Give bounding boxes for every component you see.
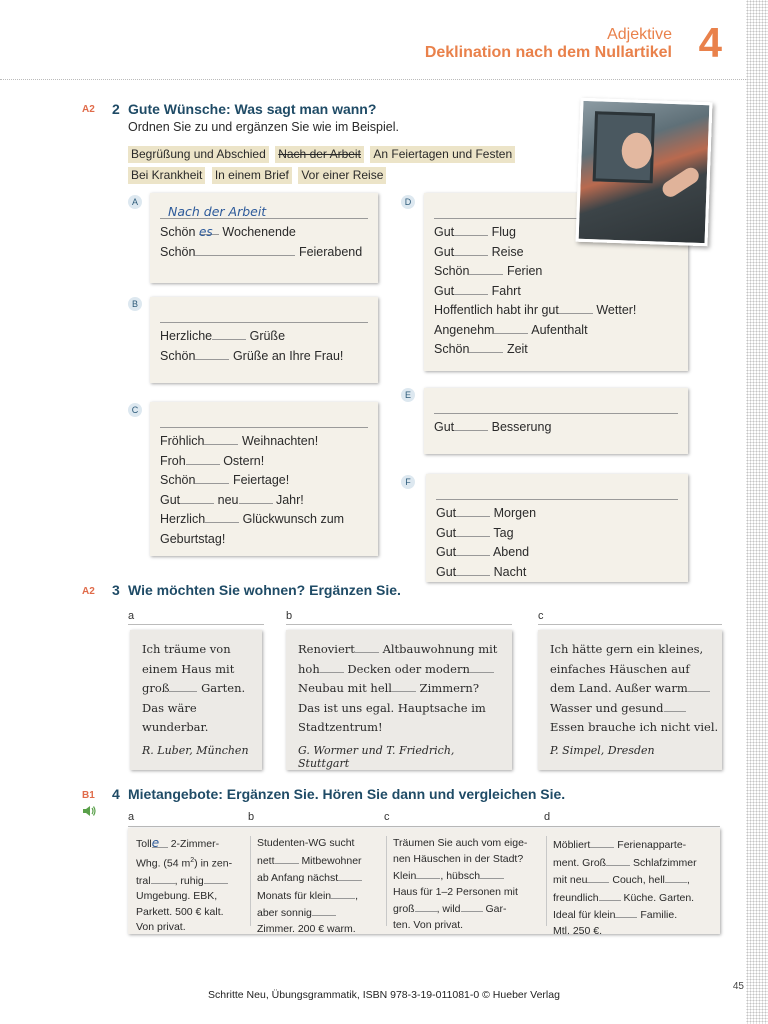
wish-text: Schön: [434, 264, 470, 278]
fill-gap[interactable]: [312, 904, 336, 916]
wish-text: Gut: [434, 225, 455, 239]
fill-gap[interactable]: [688, 680, 710, 692]
fill-gap[interactable]: [587, 871, 609, 883]
offer-text: Parkett. 500 € kalt.: [136, 905, 224, 918]
offer-text: Haus für 1–2 Personen mit: [393, 885, 518, 898]
rental-offer-a: [136, 836, 248, 936]
fill-gap[interactable]: [275, 852, 299, 864]
offer-text: Mitbewohner: [301, 854, 362, 867]
wish-text: hoh: [298, 661, 320, 676]
level-badge: B1: [82, 790, 95, 801]
fill-gap[interactable]: [480, 867, 504, 879]
housing-wish-card-a: [130, 630, 262, 770]
wish-text: Aufenthalt: [531, 322, 588, 337]
wish-text: Hoffentlich habt ihr gut: [434, 303, 559, 317]
fill-gap[interactable]: [204, 433, 238, 445]
wish-card-f: [426, 474, 688, 582]
fill-gap[interactable]: [338, 869, 362, 881]
exercise-instruction: Ordnen Sie zu und ergänzen Sie wie im Beispiel.: [128, 120, 399, 134]
answer-chip[interactable]: An Feiertagen und Festen: [370, 146, 515, 163]
offer-text: Whg. (54 m: [136, 857, 191, 869]
fill-gap[interactable]: [454, 419, 488, 431]
column-label-c: c: [538, 610, 544, 622]
wish-card-b: [150, 297, 378, 383]
card-letter-d: D: [401, 195, 415, 209]
wish-text: Nacht: [493, 564, 527, 579]
wish-text: Ostern!: [223, 453, 265, 468]
category-answer-field[interactable]: [434, 205, 582, 219]
fill-gap[interactable]: [392, 680, 416, 692]
offer-text: Schlafzimmer: [633, 856, 697, 869]
column-label-b: b: [248, 811, 255, 823]
wish-text: Abend: [492, 545, 530, 559]
header-divider: [0, 79, 746, 80]
wish-text: dem Land. Außer warm: [550, 681, 688, 695]
offer-text: 2: [190, 856, 195, 864]
card-letter-e: E: [401, 388, 415, 402]
card-letter-f: F: [401, 475, 415, 489]
fill-gap[interactable]: [454, 283, 488, 295]
wish-text: Reise: [491, 244, 524, 259]
wish-text: Ich hätte gern ein kleines,: [550, 642, 704, 656]
fill-gap[interactable]: [198, 223, 219, 239]
offer-text: mit neu: [553, 874, 588, 886]
column-rule: [128, 826, 720, 827]
wish-card-a: [150, 193, 378, 283]
handwritten-fill: es: [198, 225, 213, 239]
fill-gap[interactable]: [664, 700, 686, 712]
wish-text: Morgen: [493, 506, 537, 520]
wish-text: Schön: [160, 348, 196, 363]
answer-chip[interactable]: Bei Krankheit: [128, 167, 205, 184]
fill-gap[interactable]: [195, 472, 229, 484]
fill-gap[interactable]: [416, 867, 440, 879]
housing-wish-card-c: [538, 630, 722, 770]
rental-offer-b: [257, 836, 385, 937]
exercise-title: Gute Wünsche: Was sagt man wann?: [128, 101, 377, 117]
wish-text: Froh: [160, 453, 186, 468]
offer-text: ,: [686, 874, 690, 886]
fill-gap[interactable]: [331, 887, 355, 899]
wish-text: Ferien: [506, 264, 543, 278]
audio-speaker-icon[interactable]: [82, 805, 96, 817]
column-label-d: d: [544, 811, 551, 823]
wish-card-e: [424, 388, 688, 454]
offer-text: , wild: [436, 903, 461, 915]
level-badge: A2: [82, 104, 95, 115]
offer-text: , ruhig: [174, 874, 204, 887]
wish-text: Weihnachten!: [241, 434, 319, 448]
answer-chip[interactable]: Begrüßung und Abschied: [128, 146, 269, 163]
wish-text: Besserung: [491, 420, 552, 434]
offer-text: Zimmer. 200 € warm.: [257, 922, 356, 935]
fill-gap[interactable]: [456, 544, 490, 556]
column-label-b: b: [286, 610, 293, 622]
wish-text: Zimmern?: [419, 681, 479, 695]
fill-gap[interactable]: [469, 263, 503, 275]
waving-arm: [660, 165, 702, 200]
signature: R. Luber, München: [142, 743, 249, 757]
column-divider: [546, 836, 547, 926]
fill-gap[interactable]: [195, 244, 295, 256]
wish-text: Angenehm: [434, 322, 495, 337]
wish-text: neu: [217, 492, 239, 507]
offer-text: Möbliert: [553, 839, 591, 851]
offer-text: Mtl. 250 €.: [553, 924, 603, 937]
wish-text: Schön: [160, 473, 196, 487]
answer-chip[interactable]: In einem Brief: [212, 167, 292, 184]
exercise-number: 2: [112, 101, 120, 117]
offer-text: ment. Groß: [553, 856, 607, 869]
fill-gap[interactable]: [461, 900, 483, 912]
wish-text: groß: [142, 681, 170, 695]
fill-gap[interactable]: [599, 889, 621, 901]
wish-text: wunderbar.: [142, 720, 209, 734]
fill-gap[interactable]: [355, 641, 379, 653]
fill-gap[interactable]: [239, 492, 273, 504]
offer-text: Gar-: [485, 903, 507, 915]
wish-text: Gut: [434, 420, 455, 434]
wish-text: Decken oder modern: [347, 661, 470, 676]
handwritten-answer: Nach der Arbeit: [168, 204, 267, 219]
chapter-number: 4: [698, 19, 722, 66]
offer-text: Studenten-WG sucht: [257, 837, 355, 849]
wish-card-c: [150, 402, 378, 556]
offer-text: ) in zen-: [194, 857, 233, 869]
wish-text: Gut: [436, 564, 457, 579]
answer-chip-used[interactable]: Nach der Arbeit: [275, 146, 364, 163]
wish-text: Renoviert: [298, 642, 355, 656]
wish-text: Schön: [434, 342, 470, 356]
wish-text: Altbauwohnung mit: [382, 642, 498, 656]
wish-text: Gut: [160, 492, 181, 507]
chapter-title: Deklination nach dem Nullartikel: [424, 44, 672, 61]
column-label-c: c: [384, 811, 390, 823]
offer-text: ten. Von privat.: [393, 918, 464, 931]
housing-wish-card-b: [286, 630, 512, 770]
page-edge-pattern: [746, 0, 768, 1024]
fill-gap[interactable]: [205, 511, 239, 523]
answer-chip-list: [128, 145, 548, 187]
offer-text: 2-Zimmer-: [170, 838, 220, 850]
column-rule: [128, 624, 264, 625]
exercise-title: Mietangebote: Ergänzen Sie. Hören Sie dann und vergleichen Sie.: [128, 786, 566, 802]
category-answer-field[interactable]: [160, 414, 368, 428]
offer-text: freundlich: [553, 891, 599, 904]
wish-text: Gut: [436, 506, 457, 520]
wish-text: Herzlich: [160, 512, 206, 526]
card-letter-c: C: [128, 403, 142, 417]
column-divider: [386, 836, 387, 926]
offer-text: Monats für klein: [257, 889, 332, 902]
exercise-title: Wie möchten Sie wohnen? Ergänzen Sie.: [128, 582, 401, 598]
exercise-number: 4: [112, 786, 120, 802]
wish-text: einem Haus mit: [142, 661, 235, 676]
fill-gap[interactable]: [180, 492, 214, 504]
wish-text: Grüße: [249, 329, 286, 343]
fill-gap[interactable]: [470, 661, 494, 673]
fill-gap[interactable]: [195, 348, 229, 360]
fill-gap[interactable]: [469, 341, 503, 353]
category-answer-field[interactable]: [160, 309, 368, 323]
wish-text: Schön: [160, 225, 196, 239]
wish-text: einfaches Häuschen auf: [550, 661, 690, 676]
category-answer-field[interactable]: [436, 486, 678, 500]
category-answer-field[interactable]: [434, 400, 678, 414]
wish-text: Tag: [493, 525, 514, 540]
offer-text: Klein: [393, 870, 417, 882]
fill-gap[interactable]: [320, 661, 344, 673]
fill-gap[interactable]: [494, 322, 528, 334]
wish-text: Gut: [434, 283, 455, 298]
wish-text: Gut: [436, 525, 457, 540]
wish-text: Fröhlich: [160, 434, 205, 448]
offer-text: Von privat.: [136, 921, 186, 933]
wish-text: Feiertage!: [232, 473, 290, 487]
rental-offer-c: [393, 836, 543, 933]
fill-gap[interactable]: [456, 505, 490, 517]
offer-text: nen Häuschen in der Stadt?: [393, 852, 524, 865]
offer-text: Ferienapparte-: [617, 839, 687, 851]
wish-text: Das wäre: [142, 700, 197, 715]
wish-text: Zeit: [506, 342, 528, 356]
offer-text: , hübsch: [440, 870, 481, 882]
card-letter-a: A: [128, 195, 142, 209]
column-divider: [250, 836, 251, 926]
wish-text: Das ist uns egal. Hauptsache im: [298, 700, 486, 715]
fill-gap[interactable]: [606, 854, 630, 866]
offer-text: groß: [393, 903, 415, 915]
fill-gap[interactable]: [456, 564, 490, 576]
offer-text: Träumen Sie auch vom eige-: [393, 837, 528, 849]
wish-text: Gut: [436, 545, 457, 559]
fill-gap[interactable]: [456, 525, 490, 537]
fill-gap[interactable]: [615, 906, 637, 918]
wish-text: Wasser und gesund: [550, 700, 664, 715]
wish-text: Schön: [160, 244, 196, 259]
column-label-a: a: [128, 610, 135, 622]
fill-gap[interactable]: [152, 836, 168, 848]
rental-offers-strip: [128, 828, 720, 937]
fill-gap[interactable]: [454, 244, 488, 256]
wish-text: Flug: [491, 225, 516, 239]
wish-text: Geburtstag!: [160, 531, 226, 546]
answer-chip[interactable]: Vor einer Reise: [298, 167, 386, 184]
offer-text: tral: [136, 874, 151, 887]
wish-text: Garten.: [201, 681, 246, 695]
column-rule: [286, 624, 512, 625]
offer-text: nett: [257, 854, 275, 867]
signature: G. Wormer und T. Friedrich, Stuttgart: [298, 743, 455, 770]
card-letter-b: B: [128, 297, 142, 311]
footer-citation: Schritte Neu, Übungsgrammatik, ISBN 978-3-19-011081-0 © Hueber Verlag: [208, 989, 560, 1001]
fill-gap[interactable]: [454, 224, 488, 236]
handwritten-fill: e: [151, 836, 160, 850]
offer-text: ab Anfang nächst: [257, 872, 339, 884]
fill-gap[interactable]: [212, 328, 246, 340]
rental-offer-d: [553, 836, 715, 939]
wish-text: Gut: [434, 244, 455, 259]
offer-text: Couch, hell: [612, 874, 665, 886]
offer-text: ,: [355, 889, 359, 902]
offer-text: Familie.: [640, 909, 678, 921]
fill-gap[interactable]: [204, 872, 228, 884]
signature: P. Simpel, Dresden: [550, 743, 655, 757]
wish-text: Grüße an Ihre Frau!: [232, 348, 344, 363]
column-label-a: a: [128, 811, 135, 823]
category-answer-field[interactable]: [160, 205, 368, 219]
wish-text: Stadtzentrum!: [298, 720, 383, 734]
wish-text: Jahr!: [275, 492, 304, 507]
offer-text: Küche. Garten.: [623, 891, 695, 904]
wish-text: Feierabend: [298, 244, 363, 259]
wish-text: Essen brauche ich nicht viel.: [550, 720, 719, 734]
wish-text: Neubau mit hell: [298, 681, 392, 695]
wish-text: Wetter!: [596, 303, 637, 317]
page-number: 45: [732, 981, 744, 992]
wish-text: Glückwunsch zum: [242, 512, 345, 526]
offer-text: Umgebung. EBK,: [136, 890, 218, 902]
wish-text: Herzliche: [160, 329, 213, 343]
wish-text: Fahrt: [491, 283, 521, 298]
fill-gap[interactable]: [186, 453, 220, 465]
level-badge: A2: [82, 586, 95, 597]
wish-text: Wochenende: [222, 225, 296, 239]
fill-gap[interactable]: [151, 872, 175, 884]
chapter-subtitle: Adjektive: [607, 26, 672, 43]
fill-gap[interactable]: [665, 871, 687, 883]
train-farewell-photo: [576, 98, 713, 247]
column-rule: [538, 624, 722, 625]
offer-text: Toll: [136, 838, 152, 850]
fill-gap[interactable]: [169, 680, 197, 692]
fill-gap[interactable]: [415, 900, 437, 912]
offer-text: Ideal für klein: [553, 909, 616, 921]
fill-gap[interactable]: [559, 302, 593, 314]
exercise-number: 3: [112, 582, 120, 598]
offer-text: aber sonnig: [257, 907, 312, 919]
wish-text: Ich träume von: [142, 642, 231, 656]
fill-gap[interactable]: [590, 836, 614, 848]
